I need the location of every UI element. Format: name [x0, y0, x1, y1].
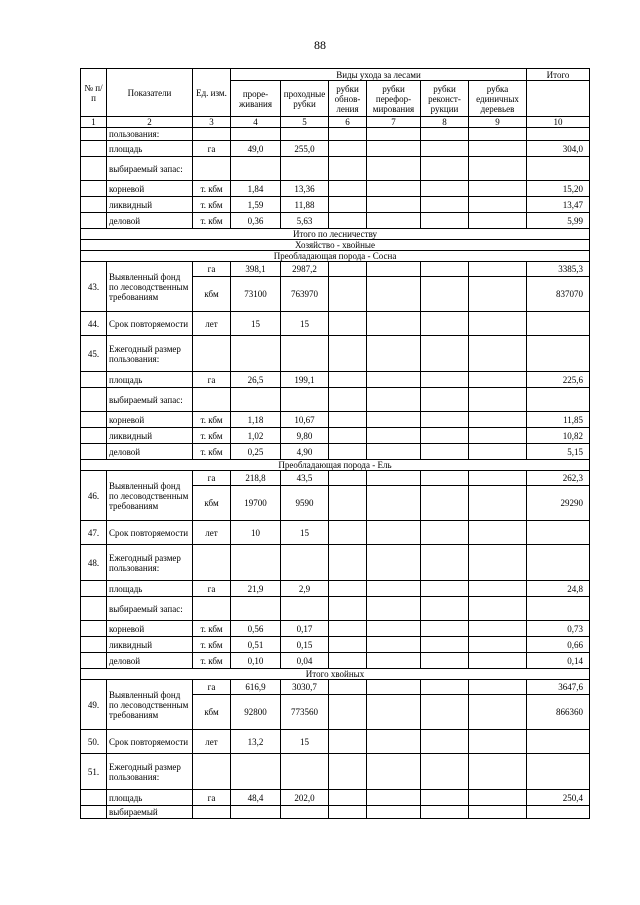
- row-unit: т. кбм: [193, 197, 231, 213]
- row-unit: га: [193, 581, 231, 597]
- row-label: корневой: [107, 412, 193, 428]
- row-label: Срок повторяемости: [107, 730, 193, 754]
- row-unit: лет: [193, 521, 231, 545]
- value-passage: 2987,2: [281, 262, 329, 277]
- col-number: 9: [469, 117, 527, 128]
- row-label: Срок повторяемости: [107, 312, 193, 336]
- row-number: 48.: [81, 545, 107, 581]
- value-thinning: 15: [231, 312, 281, 336]
- section-total-forestry: Итого по лесничеству: [81, 229, 590, 240]
- header-renewal-cutting: рубки обнов-ления: [329, 81, 367, 117]
- table-row: [81, 312, 590, 336]
- row-label: Ежегодный размер пользования:: [107, 754, 193, 790]
- table-row: [81, 336, 590, 372]
- value-total: 250,4: [527, 790, 590, 806]
- value-total: 13,47: [527, 197, 590, 213]
- row-label: выбираемый: [107, 806, 193, 819]
- row-number: 45.: [81, 336, 107, 372]
- col-number: 3: [193, 117, 231, 128]
- row-unit: лет: [193, 730, 231, 754]
- row-number: 51.: [81, 754, 107, 790]
- value-passage: 2,9: [281, 581, 329, 597]
- header-total-blank: [527, 81, 590, 117]
- value-passage: 4,90: [281, 444, 329, 460]
- value-total: 10,82: [527, 428, 590, 444]
- value-passage: 763970: [281, 277, 329, 312]
- row-label: пользования:: [107, 128, 193, 141]
- page-number: 88: [314, 38, 326, 52]
- row-label: деловой: [107, 444, 193, 460]
- value-thinning: 48,4: [231, 790, 281, 806]
- row-label: корневой: [107, 181, 193, 197]
- value-total: 0,66: [527, 637, 590, 653]
- row-unit: т. кбм: [193, 621, 231, 637]
- row-number: 49.: [81, 680, 107, 730]
- value-total: 5,15: [527, 444, 590, 460]
- table-row: [81, 730, 590, 754]
- value-passage: 11,88: [281, 197, 329, 213]
- value-thinning: 92800: [231, 695, 281, 730]
- table-row: [81, 680, 590, 695]
- row-label: выбираемый запас:: [107, 597, 193, 621]
- value-total: 5,99: [527, 213, 590, 229]
- header-reformation-cutting: рубки перефор-мирования: [367, 81, 421, 117]
- value-passage: 0,17: [281, 621, 329, 637]
- col-number: 2: [107, 117, 193, 128]
- header-thinning: проре-живания: [231, 81, 281, 117]
- table-row: [81, 181, 590, 197]
- value-passage: 5,63: [281, 213, 329, 229]
- value-thinning: 10: [231, 521, 281, 545]
- table-row: [81, 637, 590, 653]
- value-thinning: 398,1: [231, 262, 281, 277]
- col-number: 10: [527, 117, 590, 128]
- col-number: 4: [231, 117, 281, 128]
- col-number: 7: [367, 117, 421, 128]
- table-row: [81, 197, 590, 213]
- value-thinning: 616,9: [231, 680, 281, 695]
- value-total: 304,0: [527, 141, 590, 157]
- table-row: [81, 444, 590, 460]
- value-passage: 0,15: [281, 637, 329, 653]
- table-row: [81, 388, 590, 412]
- value-thinning: 0,10: [231, 653, 281, 669]
- row-label: Выявленный фонд по лесоводственным требованиям: [107, 471, 193, 521]
- row-label: ликвидный: [107, 428, 193, 444]
- row-number: 46.: [81, 471, 107, 521]
- header-unit: Ед. изм.: [193, 69, 231, 117]
- col-number: 1: [81, 117, 107, 128]
- table-row: [81, 597, 590, 621]
- value-total: 24,8: [527, 581, 590, 597]
- row-label: выбираемый запас:: [107, 388, 193, 412]
- value-thinning: 0,36: [231, 213, 281, 229]
- table-row: [81, 806, 590, 819]
- row-unit: т. кбм: [193, 181, 231, 197]
- value-thinning: 19700: [231, 486, 281, 521]
- value-total: 3647,6: [527, 680, 590, 695]
- row-unit: га: [193, 680, 231, 695]
- row-unit: кбм: [193, 277, 231, 312]
- table-row: [81, 621, 590, 637]
- row-number: 43.: [81, 262, 107, 312]
- value-thinning: 0,51: [231, 637, 281, 653]
- table-row: [81, 141, 590, 157]
- value-passage: 255,0: [281, 141, 329, 157]
- row-number: 50.: [81, 730, 107, 754]
- value-thinning: 1,84: [231, 181, 281, 197]
- row-unit: т. кбм: [193, 653, 231, 669]
- row-label: выбираемый запас:: [107, 157, 193, 181]
- row-unit: кбм: [193, 695, 231, 730]
- section-total-coniferous: Итого хвойных: [81, 669, 590, 680]
- value-total: 3385,3: [527, 262, 590, 277]
- row-label: Ежегодный размер пользования:: [107, 336, 193, 372]
- value-passage: 10,67: [281, 412, 329, 428]
- value-thinning: 13,2: [231, 730, 281, 754]
- value-total: 0,14: [527, 653, 590, 669]
- row-label: Ежегодный размер пользования:: [107, 545, 193, 581]
- table-row: [81, 545, 590, 581]
- table-row: [81, 412, 590, 428]
- table-row: [81, 471, 590, 486]
- row-label: деловой: [107, 653, 193, 669]
- value-thinning: 21,9: [231, 581, 281, 597]
- value-passage: 43,5: [281, 471, 329, 486]
- value-total: 225,6: [527, 372, 590, 388]
- row-label: Выявленный фонд по лесоводственным требованиям: [107, 680, 193, 730]
- table-row: [81, 790, 590, 806]
- value-passage: 9,80: [281, 428, 329, 444]
- row-unit: лет: [193, 312, 231, 336]
- row-label: площадь: [107, 790, 193, 806]
- value-total: 866360: [527, 695, 590, 730]
- section-coniferous: Хозяйство - хвойные: [81, 240, 590, 251]
- row-unit: т. кбм: [193, 444, 231, 460]
- row-unit: т. кбм: [193, 412, 231, 428]
- row-unit: га: [193, 790, 231, 806]
- forest-care-table: [80, 68, 590, 819]
- row-unit: т. кбм: [193, 213, 231, 229]
- value-passage: 0,04: [281, 653, 329, 669]
- row-label: ликвидный: [107, 637, 193, 653]
- value-total: 0,73: [527, 621, 590, 637]
- value-thinning: 1,18: [231, 412, 281, 428]
- value-passage: 3030,7: [281, 680, 329, 695]
- table-row: [81, 128, 590, 141]
- row-unit: га: [193, 262, 231, 277]
- value-thinning: 0,25: [231, 444, 281, 460]
- row-label: площадь: [107, 141, 193, 157]
- col-number: 6: [329, 117, 367, 128]
- row-unit: га: [193, 471, 231, 486]
- row-label: Срок повторяемости: [107, 521, 193, 545]
- header-care-types: Виды ухода за лесами: [231, 69, 527, 81]
- row-label: площадь: [107, 372, 193, 388]
- row-label: деловой: [107, 213, 193, 229]
- value-total: 29290: [527, 486, 590, 521]
- table-row: [81, 581, 590, 597]
- value-thinning: 49,0: [231, 141, 281, 157]
- col-number: 5: [281, 117, 329, 128]
- row-unit: т. кбм: [193, 428, 231, 444]
- value-passage: 15: [281, 730, 329, 754]
- table-row: [81, 521, 590, 545]
- header-total: Итого: [527, 69, 590, 81]
- header-num: № п/п: [81, 69, 107, 117]
- value-total: 15,20: [527, 181, 590, 197]
- value-thinning: 218,8: [231, 471, 281, 486]
- table-row: [81, 157, 590, 181]
- value-total: 837070: [527, 277, 590, 312]
- value-thinning: 1,02: [231, 428, 281, 444]
- header-indicator: Показатели: [107, 69, 193, 117]
- value-total: 11,85: [527, 412, 590, 428]
- row-unit: га: [193, 141, 231, 157]
- row-label: площадь: [107, 581, 193, 597]
- table-row: [81, 653, 590, 669]
- value-passage: 15: [281, 521, 329, 545]
- table-row: [81, 262, 590, 277]
- row-unit: га: [193, 372, 231, 388]
- table-row: [81, 372, 590, 388]
- value-passage: 199,1: [281, 372, 329, 388]
- value-thinning: 0,56: [231, 621, 281, 637]
- value-thinning: 26,5: [231, 372, 281, 388]
- value-passage: 13,36: [281, 181, 329, 197]
- section-spruce: Преобладающая порода - Ель: [81, 460, 590, 471]
- table-row: [81, 428, 590, 444]
- value-thinning: 73100: [231, 277, 281, 312]
- value-passage: 202,0: [281, 790, 329, 806]
- row-unit: кбм: [193, 486, 231, 521]
- value-passage: 15: [281, 312, 329, 336]
- row-label: ликвидный: [107, 197, 193, 213]
- header-reconstruction-cutting: рубки реконст-рукции: [421, 81, 469, 117]
- header-single-tree-cutting: рубка единичных деревьев: [469, 81, 527, 117]
- value-thinning: 1,59: [231, 197, 281, 213]
- row-label: Выявленный фонд по лесоводственным требованиям: [107, 262, 193, 312]
- value-passage: 9590: [281, 486, 329, 521]
- table-row: [81, 754, 590, 790]
- row-label: корневой: [107, 621, 193, 637]
- table-row: [81, 213, 590, 229]
- value-total: 262,3: [527, 471, 590, 486]
- col-number: 8: [421, 117, 469, 128]
- row-number: 44.: [81, 312, 107, 336]
- header-passage-cutting: проходные рубки: [281, 81, 329, 117]
- row-number: 47.: [81, 521, 107, 545]
- value-passage: 773560: [281, 695, 329, 730]
- section-pine: Преобладающая порода - Сосна: [81, 251, 590, 262]
- row-unit: т. кбм: [193, 637, 231, 653]
